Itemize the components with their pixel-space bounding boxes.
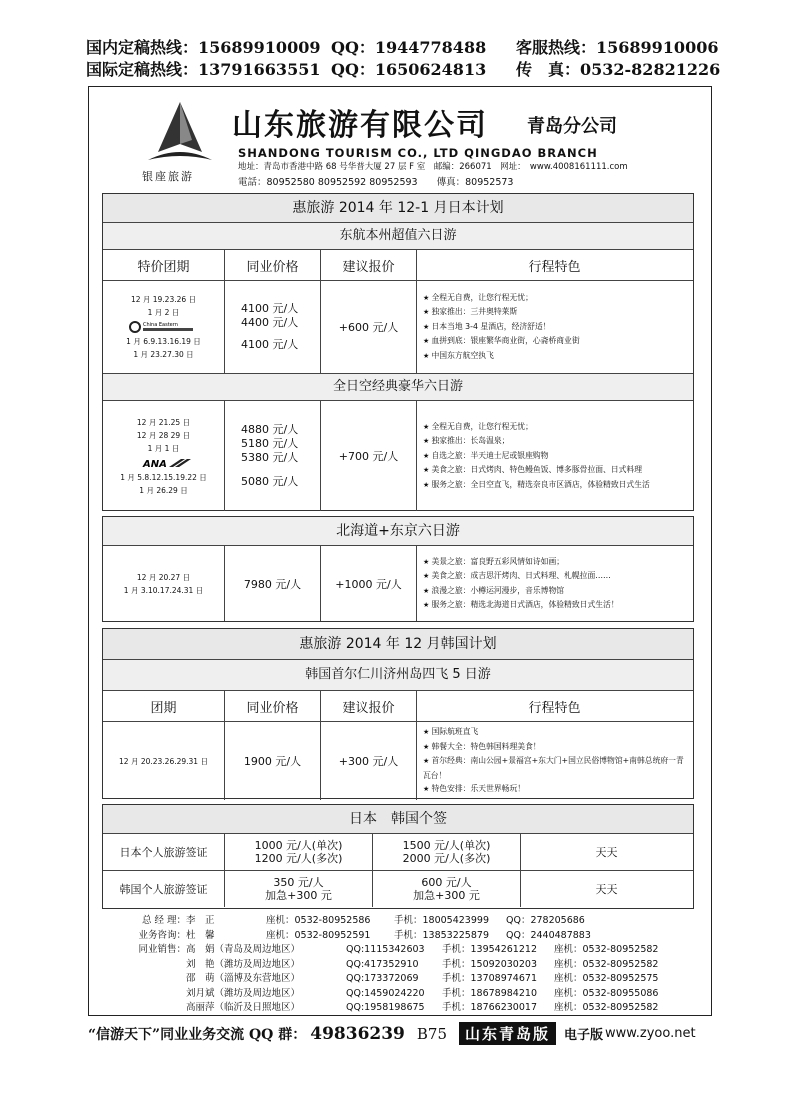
hotline-header [86, 37, 726, 81]
section-title: 日本 韩国个签 [103, 805, 693, 834]
company-name: 山东旅游有限公司 [232, 108, 488, 143]
staff-name: 高 娟（青岛及周边地区） [186, 944, 301, 955]
trade-prices [225, 281, 321, 373]
website-link[interactable]: www.zyoo.net [605, 1026, 696, 1041]
company-english-name: SHANDONG TOURISM CO., LTD QINGDAO BRANCH [238, 146, 598, 160]
tour-dates [103, 401, 225, 511]
staff-phone: 座机：0532-80952582 [554, 958, 659, 970]
qq-number: QQ：1944778488 [331, 38, 487, 57]
visa-schedule: 天天 [595, 845, 618, 859]
date-line: 12 月 20.27 日 [136, 572, 191, 582]
korea-plan-section [102, 628, 694, 799]
staff-role [116, 987, 186, 1002]
tour-dates [103, 546, 225, 621]
feature-item: ★ 服务之旅：全日空直飞，精选奈良市区酒店，体验精致日式生活 [423, 478, 688, 493]
footer-slogan: “信游天下”同业业务交流 QQ 群： [88, 1026, 307, 1043]
table-row [103, 722, 693, 800]
edition-badge: 山东青岛版 [459, 1022, 556, 1045]
table-row [103, 546, 693, 621]
company-address: 地址：青岛市香港中路 68 号华普大厦 27 层 F 室 邮编：266071 网址： www.4008161111.com [238, 162, 628, 172]
edition-label: 电子版 [564, 1028, 604, 1043]
feature-item: ★ 自选之旅：半天迪士尼或银座购物 [423, 449, 688, 464]
staff-role: 业务咨询： [138, 929, 186, 941]
company-branch: 青岛分公司 [527, 116, 617, 137]
staff-phone: 座机：0532-80952575 [554, 973, 659, 984]
fax-number: 传 真：0532-82821226 [516, 60, 721, 79]
table-row [103, 281, 693, 374]
domestic-hotline: 国内定稿热线：15689910009 [86, 38, 321, 57]
date-line: 1 月 1 日 [147, 443, 180, 453]
international-hotline: 国际定稿热线：13791663551 [86, 60, 321, 79]
price-line: 4100 元/人 [241, 302, 299, 315]
visa-price-b [373, 834, 521, 870]
trade-prices [225, 401, 321, 511]
staff-row [116, 1001, 658, 1016]
table-header [103, 250, 693, 281]
staff-row [116, 914, 658, 929]
staff-row [116, 972, 658, 987]
price-spacer [241, 465, 320, 475]
airline-name: ANA [142, 458, 167, 469]
staff-mobile: 手机：15092030203 [442, 958, 537, 970]
feature-item: ★ 全程无自费，让您行程无忧； [423, 291, 688, 306]
price-spacer [241, 330, 320, 338]
date-line: 1 月 5.8.12.15.19.22 日 [120, 472, 207, 482]
staff-phone: 座机：0532-80955086 [554, 987, 659, 999]
feature-item: ★ 独家推出：长岛温泉； [423, 434, 688, 449]
staff-row [116, 987, 658, 1002]
visa-label: 韩国个人旅游签证 [103, 871, 225, 907]
staff-qq: QQ:173372069 [346, 973, 419, 984]
tour-features [417, 722, 692, 800]
price-line: 2000 元/人(多次) [402, 852, 491, 865]
tour-name: 北海道+东京六日游 [103, 517, 693, 546]
date-line: 1 月 6.9.13.16.19 日 [126, 337, 201, 346]
feature-item: ★ 美食之旅：成吉思汗烤肉、日式料理、札幌拉面…… [423, 569, 688, 584]
staff-mobile: 手机：13708974671 [442, 973, 537, 984]
tour-dates [103, 722, 225, 800]
date-line: 1 月 3.10.17.24.31 日 [123, 585, 204, 595]
staff-role: 同业销售： [138, 944, 186, 955]
japan-plan-section [102, 193, 694, 511]
date-line: 12 月 21.25 日 [136, 417, 191, 427]
visa-schedule: 天天 [595, 882, 618, 896]
feature-item: ★ 美食之旅：日式烤肉、特色鳗鱼饭、博多豚骨拉面、日式料理 [423, 463, 688, 478]
qq-number: QQ：1650624813 [331, 60, 487, 79]
staff-mobile: 手机：18678984210 [442, 987, 537, 999]
visa-price-a [225, 834, 373, 870]
feature-item: ★ 国际航班直飞 [423, 725, 688, 740]
header-features: 行程特色 [528, 259, 581, 275]
staff-role [116, 1001, 186, 1016]
date-line: 1 月 26.29 日 [139, 485, 188, 495]
hokkaido-section [102, 516, 694, 622]
feature-item: ★ 独家推出：三井奥特莱斯 [423, 305, 688, 320]
feature-item: ★ 日本当地 3-4 星酒店，经济舒适！ [423, 320, 688, 335]
tour-features [417, 281, 692, 373]
table-header [103, 691, 693, 722]
staff-row [116, 943, 658, 958]
staff-role [116, 972, 186, 987]
staff-qq: QQ：2440487883 [506, 929, 591, 941]
staff-qq: QQ:1115342603 [346, 944, 425, 955]
feature-item: ★ 服务之旅：精选北海道日式酒店，体验精致日式生活！ [423, 598, 688, 613]
visa-price-b [373, 871, 521, 907]
header-trade-price: 同业价格 [225, 250, 321, 280]
hotline-row [86, 59, 726, 81]
company-phones: 電話：80952580 80952592 80952593 傳真：80952573 [238, 177, 514, 188]
staff-qq: QQ：278205686 [506, 915, 585, 926]
staff-phone: 座机：0532-80952586 [266, 915, 371, 926]
header-dates: 特价团期 [103, 250, 225, 280]
date-line: 1 月 2 日 [147, 308, 180, 317]
header-dates: 团期 [103, 691, 225, 721]
header-trade-price: 同业价格 [225, 691, 321, 721]
page-number: B75 [416, 1024, 448, 1043]
suggested-price: +700 元/人 [321, 401, 417, 511]
price-line: 4400 元/人 [241, 316, 299, 329]
suggested-price: +1000 元/人 [321, 546, 417, 621]
qq-group-number: 49836239 [310, 1023, 405, 1044]
price-line: 5080 元/人 [241, 475, 299, 488]
tour-dates [103, 281, 225, 373]
staff-mobile: 手机：18766230017 [442, 1002, 537, 1013]
section-title: 惠旅游 2014 年 12 月韩国计划 [103, 629, 693, 660]
ana-logo-icon [129, 457, 199, 469]
table-row [103, 401, 693, 511]
feature-item: ★ 中国东方航空执飞 [423, 349, 688, 364]
tour-features [417, 546, 692, 621]
feature-item: ★ 特色安排：乐天世界畅玩！ [423, 782, 688, 797]
price-line: 1000 元/人(单次) [254, 839, 343, 852]
staff-phone: 座机：0532-80952582 [554, 1002, 659, 1013]
price-line: 1200 元/人(多次) [254, 852, 343, 865]
staff-row [116, 958, 658, 973]
staff-role: 总 经 理： [141, 915, 186, 926]
staff-qq: QQ:1459024220 [346, 987, 425, 999]
date-line: 1 月 23.27.30 日 [133, 350, 194, 359]
trade-price: 1900 元/人 [225, 722, 321, 800]
staff-qq: QQ:1958198675 [346, 1002, 425, 1013]
price-line: 4880 元/人 [241, 423, 299, 436]
date-line: 12 月 28 29 日 [136, 430, 191, 440]
feature-item: ★ 浪漫之旅：小樽运河漫步，音乐博物馆 [423, 584, 688, 599]
feature-item: ★ 韩餐大全：特色韩国料理美食！ [423, 740, 688, 755]
trade-price: 7980 元/人 [225, 546, 321, 621]
price-line: 350 元/人 [273, 876, 324, 889]
price-line: 5180 元/人 [241, 437, 299, 450]
header-features: 行程特色 [528, 700, 581, 716]
feature-item: ★ 全程无自费，让您行程无忧； [423, 420, 688, 435]
price-line: 1500 元/人(单次) [402, 839, 491, 852]
feature-item: ★ 血拼到底：银座繁华商业街，心斋桥商业街 [423, 334, 688, 349]
price-line: 加急+300 元 [265, 889, 332, 902]
visa-label: 日本个人旅游签证 [103, 834, 225, 870]
date-line: 12 月 19.23.26 日 [130, 295, 197, 304]
page-footer [88, 1022, 718, 1045]
tour-name: 东航本州超值六日游 [103, 223, 693, 250]
visa-price-a [225, 871, 373, 907]
staff-name: 刘 艳（潍坊及周边地区） [186, 958, 301, 970]
staff-name: 刘月斌（潍坊及周边地区） [186, 987, 301, 999]
staff-name: 杜 馨 [186, 929, 215, 941]
price-line: 加急+300 元 [413, 889, 480, 902]
suggested-price: +300 元/人 [321, 722, 417, 800]
staff-name: 邵 萌（淄博及东营地区） [186, 973, 301, 984]
staff-phone: 座机：0532-80952582 [554, 944, 659, 955]
staff-qq: QQ:417352910 [346, 958, 419, 970]
section-title: 惠旅游 2014 年 12-1 月日本计划 [103, 194, 693, 223]
suggested-price: +600 元/人 [321, 281, 417, 373]
staff-phone: 座机：0532-80952591 [266, 929, 371, 941]
staff-contacts [116, 914, 658, 1016]
tour-features [417, 401, 692, 511]
feature-item: ★ 首尔经典：南山公园+景福宫+东大门+国立民俗博物馆+南韩总统府一青瓦台！ [423, 754, 688, 782]
hotline-row [86, 37, 726, 59]
airline-name: China Eastern [142, 322, 178, 328]
visa-row [103, 834, 693, 871]
visa-section [102, 804, 694, 909]
staff-name: 高丽萍（临沂及日照地区） [186, 1002, 301, 1013]
tour-name: 全日空经典豪华六日游 [103, 374, 693, 401]
feature-item: ★ 美景之旅：富良野五彩风情如诗如画； [423, 555, 688, 570]
service-hotline: 客服热线：15689910006 [516, 38, 719, 57]
header-suggested-price: 建议报价 [321, 250, 417, 280]
price-line: 5380 元/人 [241, 451, 299, 464]
staff-mobile: 手机：18005423999 [394, 915, 489, 926]
visa-row [103, 871, 693, 907]
staff-mobile: 手机：13954261212 [442, 944, 537, 955]
staff-role [116, 958, 186, 973]
tour-name: 韩国首尔仁川济州岛四飞 5 日游 [103, 660, 693, 691]
staff-row [116, 929, 658, 944]
price-line: 4100 元/人 [241, 338, 299, 351]
staff-mobile: 手机：13853225879 [394, 929, 489, 941]
china-eastern-logo-icon [129, 321, 199, 333]
price-line: 600 元/人 [421, 876, 472, 889]
header-suggested-price: 建议报价 [321, 691, 417, 721]
logo-caption: 银座旅游 [142, 170, 194, 183]
staff-name: 李 正 [186, 915, 215, 926]
date-line: 12 月 20.23.26.29.31 日 [119, 756, 208, 766]
